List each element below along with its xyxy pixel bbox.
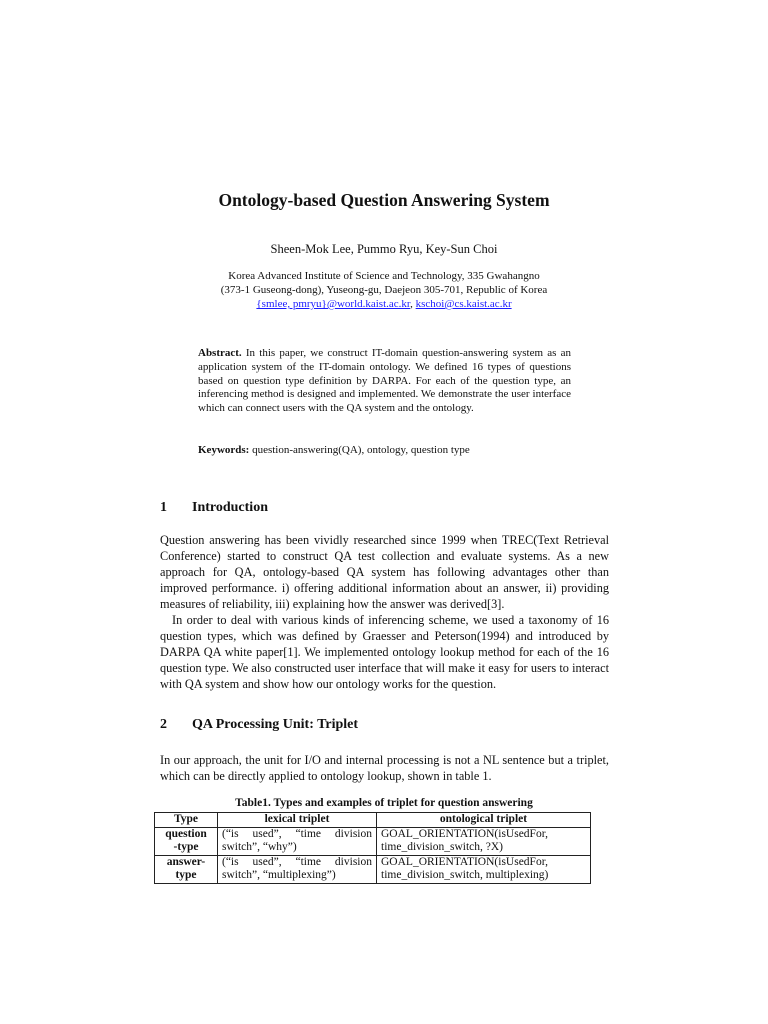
- section-2-title: QA Processing Unit: Triplet: [192, 717, 359, 732]
- type-line-2: -type: [173, 841, 199, 853]
- affiliation-block: [0, 269, 768, 311]
- keywords: [198, 443, 571, 457]
- section-1-title: Introduction: [192, 500, 268, 515]
- table-cell-type: [155, 855, 218, 883]
- email-link-smlee-pmryu[interactable]: {smlee, pmryu}@world.kaist.ac.kr: [256, 298, 411, 310]
- table-row: [155, 855, 591, 883]
- abstract-label: Abstract.: [198, 347, 242, 359]
- section-1-paragraph-1: Question answering has been vividly researched since 1999 when TREC(Text Retrieval Conference) started to construct QA test collection and evaluate systems. As a new approach for QA, ontology-based QA system has following advantages other than improved performance. i) offering additional information about an answer, ii) providing measures of reliability, iii) explaining how the answer was derived[3].: [160, 533, 609, 611]
- ontological-line-2: time_division_switch, ?X): [381, 841, 504, 853]
- ontological-line-1: GOAL_ORIENTATION(isUsedFor,: [381, 827, 548, 840]
- keywords-text: question-answering(QA), ontology, question type: [249, 444, 470, 456]
- ontological-line-2: time_division_switch, multiplexing): [381, 869, 549, 881]
- table-header-row: [155, 813, 591, 828]
- type-line-1: question: [165, 827, 207, 840]
- email-link-kschoi[interactable]: kschoi@cs.kaist.ac.kr: [415, 298, 512, 310]
- section-1-body: [160, 532, 609, 692]
- table-header-lexical: lexical triplet: [218, 813, 377, 828]
- type-line-2: type: [175, 869, 197, 881]
- section-2-body: [160, 752, 609, 784]
- triplet-table: [154, 812, 591, 884]
- affiliation-line-2: (373-1 Guseong-dong), Yuseong-gu, Daejeon 305-701, Republic of Korea: [220, 284, 548, 296]
- affiliation-line-1: Korea Advanced Institute of Science and Technology, 335 Gwahangno: [228, 270, 540, 282]
- table-header-ontological: ontological triplet: [377, 813, 591, 828]
- section-1-number: 1: [160, 500, 167, 515]
- type-line-1: answer-: [166, 855, 206, 868]
- section-1-heading: [160, 500, 268, 516]
- email-separator: ,: [410, 298, 416, 310]
- table-cell-ontological: [377, 827, 591, 855]
- table-row: [155, 827, 591, 855]
- table-header-type: Type: [155, 813, 218, 828]
- keywords-label: Keywords:: [198, 444, 250, 456]
- ontological-line-1: GOAL_ORIENTATION(isUsedFor,: [381, 855, 548, 868]
- table-cell-type: [155, 827, 218, 855]
- abstract: [198, 347, 571, 416]
- section-2-heading: [160, 717, 358, 733]
- table-1-caption: Table1. Types and examples of triplet for question answering: [235, 797, 533, 809]
- affiliation-emails: [0, 297, 768, 311]
- paper-title: Ontology-based Question Answering System: [218, 190, 550, 210]
- abstract-text: In this paper, we construct IT-domain question-answering system as an application system of the IT-domain ontology. We defined 16 types of questions based on question type definition by DARPA. For each of the question type, an inferencing method is designed and implemented. We demonstrate the user interface which can connect users with the QA system and the ontology.: [198, 347, 571, 415]
- table-cell-ontological: [377, 855, 591, 883]
- section-2-number: 2: [160, 717, 167, 732]
- section-1-paragraph-2: In order to deal with various kinds of inferencing scheme, we used a taxonomy of 16 question types, which was defined by Graesser and Peterson(1994) and introduced by DARPA QA white paper[1]. We implemented ontology lookup method for each of the 16 question type. We also constructed user interface that will make it easy for users to interact with QA system and show how our ontology works for the question.: [160, 613, 609, 691]
- paper-authors: Sheen-Mok Lee, Pummo Ryu, Key-Sun Choi: [270, 242, 498, 256]
- table-cell-lexical: (“is used”, “time division switch”, “multiplexing”): [218, 855, 377, 883]
- table-cell-lexical: (“is used”, “time division switch”, “why”): [218, 827, 377, 855]
- section-2-paragraph-1: In our approach, the unit for I/O and internal processing is not a NL sentence but a triplet, which can be directly applied to ontology lookup, shown in table 1.: [160, 753, 609, 783]
